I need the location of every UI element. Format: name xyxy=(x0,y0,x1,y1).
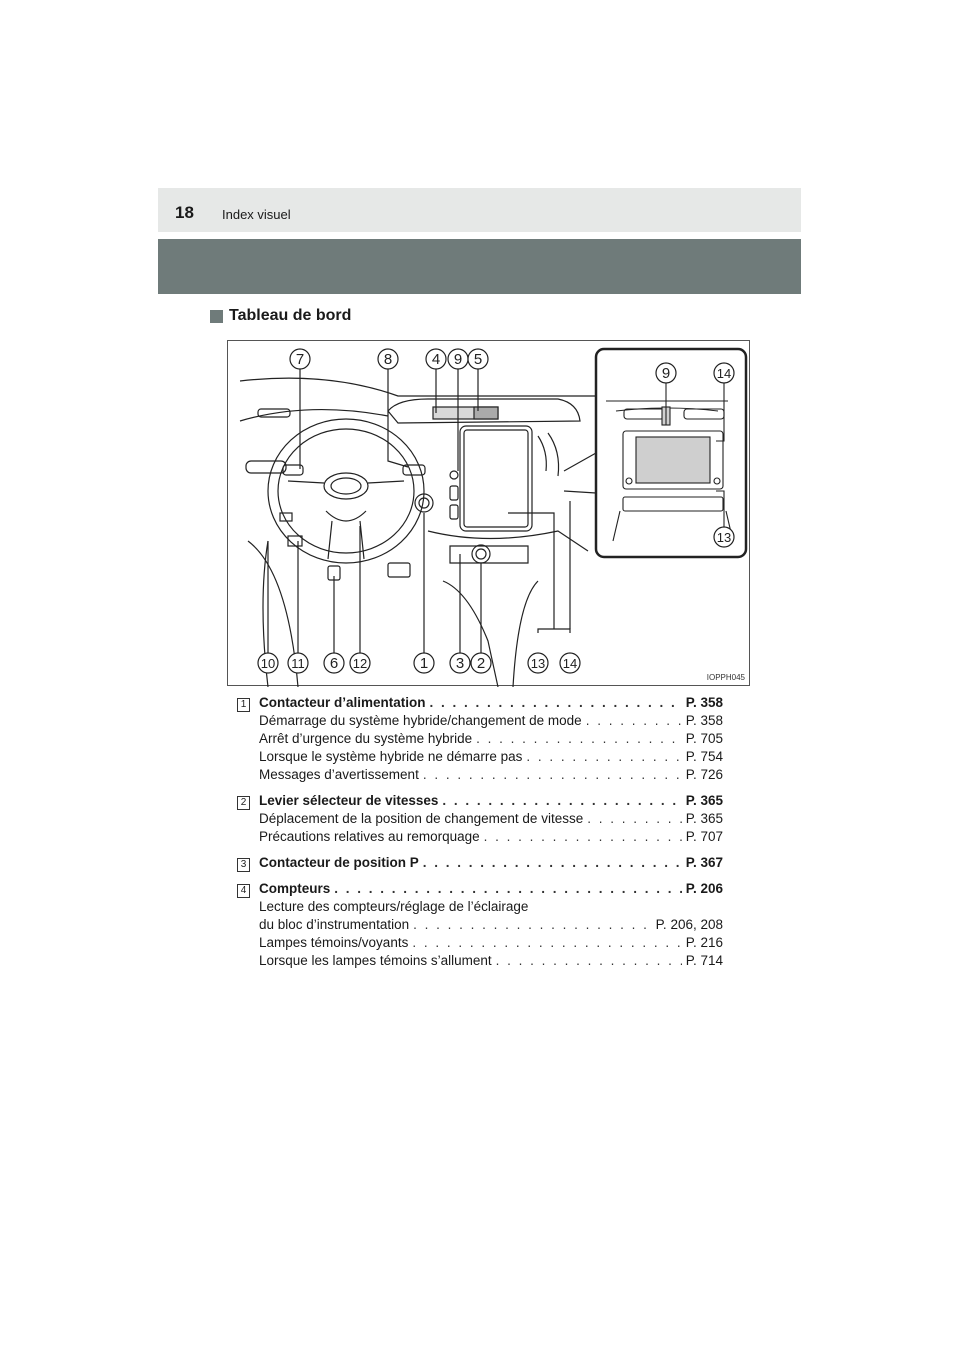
entry-1 xyxy=(237,694,723,784)
callout-12 xyxy=(350,653,370,673)
entry-page[interactable]: P. 358 xyxy=(685,695,723,710)
callout-inset-9 xyxy=(656,363,676,383)
svg-text:13: 13 xyxy=(716,530,732,545)
sub-item: Déplacement de la position de changement de vitesse xyxy=(259,811,584,826)
sub-item: Précautions relatives au remorquage xyxy=(259,829,480,844)
figure-code: IOPPH045 xyxy=(706,673,745,682)
sub-item-page[interactable]: P. 358 xyxy=(685,713,723,728)
callout-9 xyxy=(448,349,468,369)
sub-item-page[interactable]: P. 705 xyxy=(685,731,723,746)
svg-text:3: 3 xyxy=(455,655,465,672)
svg-text:11: 11 xyxy=(291,656,305,671)
callout-4 xyxy=(426,349,446,369)
heading-square-icon xyxy=(210,310,223,323)
svg-text:5: 5 xyxy=(473,351,483,368)
callout-1 xyxy=(414,653,434,673)
svg-text:2: 2 xyxy=(476,655,486,672)
entry-2 xyxy=(237,792,723,846)
entry-3 xyxy=(237,854,723,872)
entry-number: 4 xyxy=(237,884,250,898)
entry-number: 2 xyxy=(237,796,250,810)
callout-6 xyxy=(324,653,344,673)
sub-item-page[interactable]: P. 707 xyxy=(685,829,723,844)
sub-item: du bloc d’instrumentation xyxy=(259,917,410,932)
sub-item-page[interactable]: P. 714 xyxy=(685,953,723,968)
svg-text:8: 8 xyxy=(383,351,393,368)
callout-11 xyxy=(288,653,308,673)
svg-text:14: 14 xyxy=(716,366,732,381)
svg-text:7: 7 xyxy=(295,351,305,368)
section-heading-text: Tableau de bord xyxy=(229,307,352,324)
svg-text:9: 9 xyxy=(661,365,671,382)
sub-item: Lampes témoins/voyants xyxy=(259,935,409,950)
dashboard-illustration xyxy=(228,341,751,687)
sub-item: Démarrage du système hybride/changement de mode xyxy=(259,713,582,728)
entry-4 xyxy=(237,880,723,970)
sub-item: Messages d’avertissement xyxy=(259,767,419,782)
sub-item-page[interactable]: P. 754 xyxy=(685,749,723,764)
page-number: 18 xyxy=(175,203,194,222)
callout-inset-13 xyxy=(714,527,734,547)
svg-text:4: 4 xyxy=(431,351,441,368)
entry-title: Contacteur de position P xyxy=(259,855,419,870)
sub-item-page[interactable]: P. 726 xyxy=(685,767,723,782)
callout-13 xyxy=(528,653,548,673)
svg-text:12: 12 xyxy=(352,656,368,671)
sub-item-intro: Lecture des compteurs/réglage de l’éclairage xyxy=(259,899,529,914)
svg-text:1: 1 xyxy=(419,655,429,672)
callout-3 xyxy=(450,653,470,673)
entry-title: Compteurs xyxy=(259,881,331,896)
callout-14 xyxy=(560,653,580,673)
section-heading xyxy=(210,307,351,325)
sub-item-page[interactable]: P. 206, 208 xyxy=(655,917,723,932)
svg-text:9: 9 xyxy=(453,351,463,368)
sub-item-page[interactable]: P. 365 xyxy=(685,811,723,826)
sub-item-page[interactable]: P. 216 xyxy=(685,935,723,950)
sub-item: Lorsque le système hybride ne démarre pas xyxy=(259,749,523,764)
callout-2 xyxy=(471,653,491,673)
sub-item: Arrêt d’urgence du système hybride xyxy=(259,731,473,746)
entry-title: Levier sélecteur de vitesses xyxy=(259,793,439,808)
section-band xyxy=(158,239,801,294)
svg-text:6: 6 xyxy=(329,655,339,672)
callout-8 xyxy=(378,349,398,369)
entry-page[interactable]: P. 367 xyxy=(685,855,723,870)
svg-text:13: 13 xyxy=(530,656,546,671)
header-title: Index visuel xyxy=(222,207,291,222)
entry-number: 3 xyxy=(237,858,250,872)
callout-5 xyxy=(468,349,488,369)
entry-title: Contacteur d’alimentation xyxy=(259,695,426,710)
callout-10 xyxy=(258,653,278,673)
entry-number: 1 xyxy=(237,698,250,712)
callout-7 xyxy=(290,349,310,369)
sub-item: Lorsque les lampes témoins s’allument xyxy=(259,953,492,968)
entry-page[interactable]: P. 365 xyxy=(685,793,723,808)
svg-text:10: 10 xyxy=(260,656,276,671)
svg-text:14: 14 xyxy=(562,656,578,671)
dashboard-figure xyxy=(227,340,750,686)
entry-page[interactable]: P. 206 xyxy=(685,881,723,896)
index-entries xyxy=(237,694,723,978)
callout-inset-14 xyxy=(714,363,734,383)
